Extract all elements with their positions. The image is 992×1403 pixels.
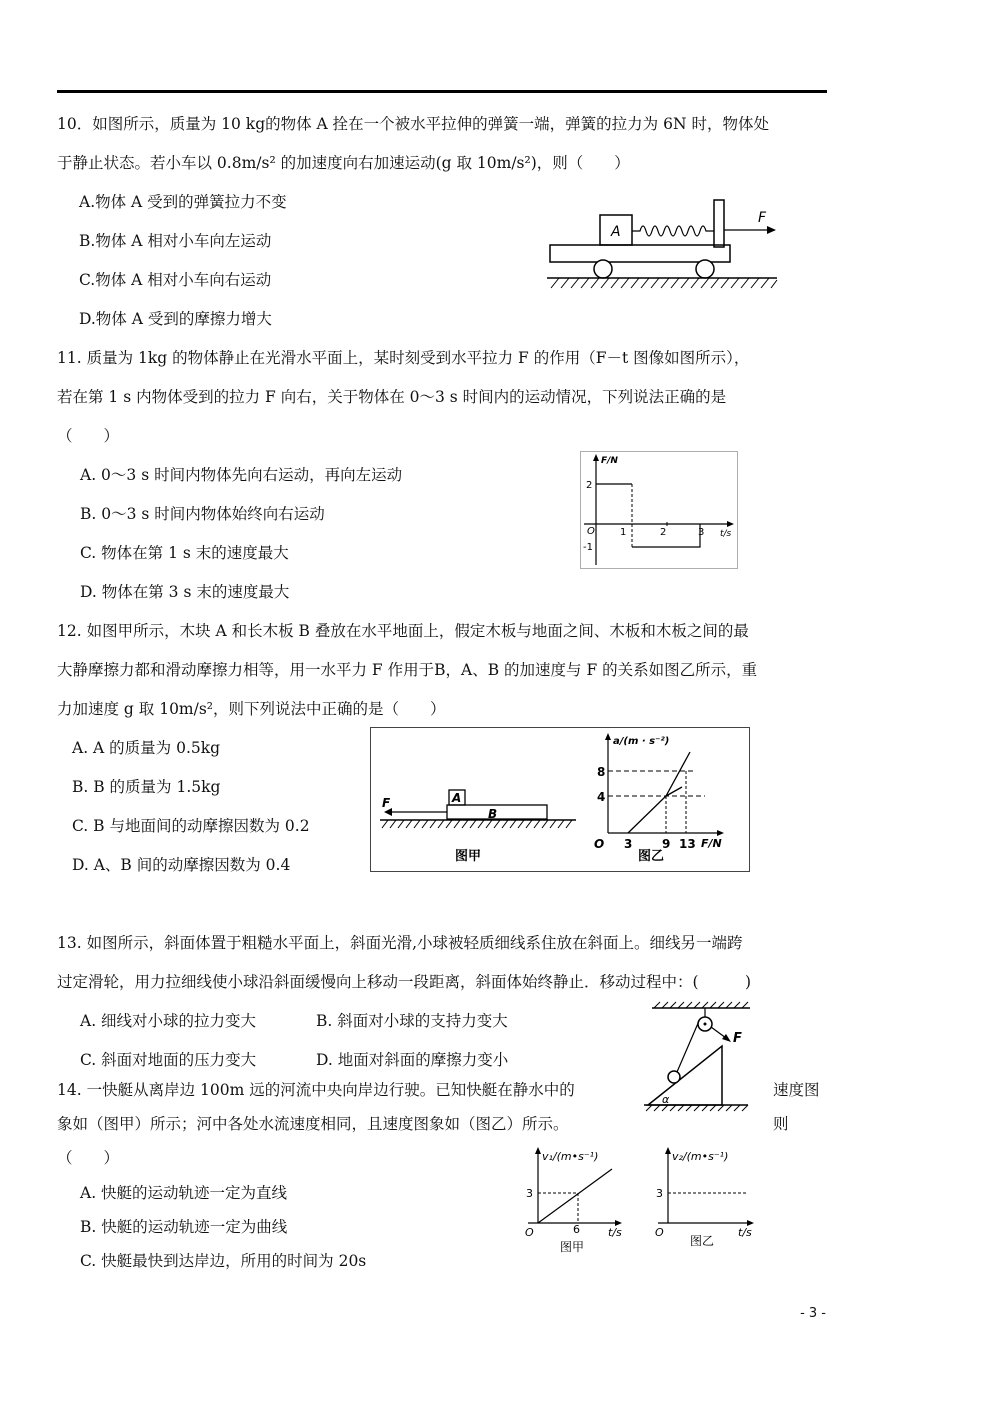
q13-option-d: D. 地面对斜面的摩擦力变小	[316, 1051, 509, 1069]
ceiling-hatch	[654, 1002, 748, 1008]
q14-stem-line1-end: 速度图	[773, 1081, 820, 1099]
q10-option-c: C.物体 A 相对小车向右运动	[79, 271, 272, 289]
board-b-label: B	[488, 807, 498, 821]
q11-option-c: C. 物体在第 1 s 末的速度最大	[80, 544, 289, 562]
caption-jia: 图甲	[560, 1240, 585, 1254]
pulley-axle	[704, 1023, 707, 1026]
q14-option-a: A. 快艇的运动轨迹一定为直线	[80, 1184, 288, 1202]
q10-stem-line2: 于静止状态。若小车以 0.8m/s² 的加速度向右加速运动(g 取 10m/s²)，则（ ）	[57, 154, 630, 172]
q14-stem-line2: 象如（图甲）所示；河中各处水流速度相同，且速度图象如（图乙）所示。	[57, 1115, 569, 1133]
q12-option-c: C. B 与地面间的动摩擦因数为 0.2	[72, 817, 310, 835]
y-tick-8: 8	[597, 765, 606, 779]
f-axis-label: F/N	[601, 456, 618, 466]
v1-line	[538, 1169, 612, 1223]
q12-option-d: D. A、B 间的动摩擦因数为 0.4	[72, 856, 291, 874]
q13-option-b: B. 斜面对小球的支持力变大	[316, 1012, 508, 1030]
x-tick-13: 13	[679, 837, 696, 851]
origin-label: O	[587, 526, 595, 537]
origin-label: O	[525, 1226, 534, 1239]
y-tick-3: 3	[526, 1187, 533, 1200]
q14-graph-jia	[518, 1143, 628, 1255]
a-axis-label: a/(m · s⁻²)	[613, 736, 670, 747]
cart-body	[550, 245, 730, 262]
t-axis-label: t/s	[720, 529, 732, 539]
q11-option-d: D. 物体在第 3 s 末的速度最大	[80, 583, 290, 601]
q12-stem-line3: 力加速度 g 取 10m/s²，则下列说法中正确的是（ ）	[57, 700, 446, 718]
q14-option-c: C. 快艇最快到达岸边，所用的时间为 20s	[80, 1252, 367, 1270]
f-axis-arrow	[593, 454, 599, 461]
q11-f-t-graph	[580, 451, 738, 569]
q11-stem-line3: （ ）	[57, 427, 120, 445]
x-tick-2: 2	[660, 527, 667, 538]
q10-option-a: A.物体 A 受到的弹簧拉力不变	[79, 193, 287, 211]
x-tick-9: 9	[662, 837, 671, 851]
pull-arrow-head	[722, 1034, 731, 1042]
q14-stem-line1: 14. 一快艇从离岸边 100m 远的河流中央向岸边行驶。已知快艇在静水中的	[57, 1081, 575, 1099]
force-arrow-head	[767, 226, 776, 234]
q12-stem-line2: 大静摩擦力都和滑动摩擦力相等，用一水平力 F 作用于B，A、B 的加速度与 F 的关系如图乙所示，重	[57, 661, 758, 679]
q14-graph-yi	[648, 1143, 763, 1255]
origin-label: O	[655, 1226, 664, 1239]
q13-option-a: A. 细线对小球的拉力变大	[80, 1012, 257, 1030]
x-tick-1: 1	[620, 527, 627, 538]
q12-option-b: B. B 的质量为 1.5kg	[72, 778, 221, 796]
q10-option-d: D.物体 A 受到的摩擦力增大	[79, 310, 272, 328]
graph-frame	[581, 452, 738, 569]
y-tick-2: 2	[586, 480, 593, 491]
a-axis-arrow	[605, 733, 611, 740]
cart-wheel-left	[594, 260, 612, 278]
force-label: F	[382, 796, 391, 810]
f-axis-label: F/N	[701, 837, 722, 850]
origin-label: O	[594, 837, 605, 851]
y-tick-4: 4	[597, 790, 606, 804]
cart-wheel-right	[696, 260, 714, 278]
v2-axis-label: v₂/(m•s⁻¹)	[672, 1150, 729, 1163]
q13-incline-pulley-figure	[640, 1000, 755, 1112]
y-tick-3: 3	[656, 1187, 663, 1200]
q13-stem-line2: 过定滑轮，用力拉细线使小球沿斜面缓慢向上移动一段距离，斜面体始终静止．移动过程中：( )	[57, 973, 752, 991]
q10-option-b: B.物体 A 相对小车向左运动	[79, 232, 272, 250]
header-rule	[57, 90, 827, 93]
ground-hatch	[551, 278, 777, 288]
q14-option-b: B. 快艇的运动轨迹一定为曲线	[80, 1218, 288, 1236]
t-axis-label: t/s	[738, 1226, 752, 1239]
q14-stem-line3: （ ）	[57, 1149, 120, 1167]
q11-stem-line1: 11. 质量为 1kg 的物体静止在光滑水平面上，某时刻受到水平拉力 F 的作用（F－t 图像如图所示），	[57, 349, 750, 367]
force-label: F	[758, 210, 767, 226]
x-tick-6: 6	[573, 1223, 580, 1236]
v2-axis-arrow	[665, 1147, 671, 1154]
v1-axis-label: v₁/(m•s⁻¹)	[542, 1150, 599, 1163]
caption-yi: 图乙	[690, 1234, 715, 1248]
page-number: - 3 -	[800, 1306, 826, 1321]
x-tick-3: 3	[698, 527, 705, 538]
ground-hatch	[382, 820, 572, 828]
q10-stem-line1: 10．如图所示，质量为 10 kg的物体 A 拴在一个被水平拉伸的弹簧一端，弹簧的拉力为 6N 时，物体处	[57, 115, 769, 133]
x-tick-3: 3	[624, 837, 633, 851]
q11-option-a: A. 0～3 s 时间内物体先向右运动，再向左运动	[80, 466, 403, 484]
t-axis-arrow	[727, 521, 734, 527]
y-tick-neg1: -1	[583, 542, 593, 553]
string-ball-side	[677, 1021, 699, 1072]
spring	[632, 226, 714, 236]
angle-label: α	[662, 1093, 670, 1106]
string-pull-side	[711, 1027, 726, 1038]
q14-stem-line2-end: 则	[773, 1115, 789, 1133]
block-a-label: A	[611, 224, 621, 240]
q13-stem-line1: 13. 如图所示，斜面体置于粗糙水平面上，斜面光滑,小球被轻质细线系住放在斜面上。细线另一端跨	[57, 934, 743, 952]
a-f-line-main	[628, 752, 690, 833]
force-label: F	[733, 1031, 742, 1046]
q11-option-b: B. 0～3 s 时间内物体始终向右运动	[80, 505, 325, 523]
q11-stem-line2: 若在第 1 s 内物体受到的拉力 F 向右，关于物体在 0～3 s 时间内的运动情况，下列说法正确的是	[57, 388, 727, 406]
q12-figure	[370, 727, 750, 872]
f-axis-arrow	[717, 830, 724, 836]
caption-jia: 图甲	[455, 849, 482, 864]
q10-cart-spring-figure	[545, 195, 780, 295]
cart-post	[714, 200, 724, 247]
q12-option-a: A. A 的质量为 0.5kg	[72, 739, 221, 757]
caption-yi: 图乙	[638, 849, 665, 864]
q13-option-c: C. 斜面对地面的压力变大	[80, 1051, 257, 1069]
ball	[668, 1071, 680, 1083]
v1-axis-arrow	[535, 1147, 541, 1154]
q12-stem-line1: 12. 如图甲所示，木块 A 和长木板 B 叠放在水平地面上，假定木板与地面之间、木板和木板之间的最	[57, 622, 749, 640]
t-axis-label: t/s	[608, 1226, 622, 1239]
block-a-label: A	[452, 791, 462, 805]
